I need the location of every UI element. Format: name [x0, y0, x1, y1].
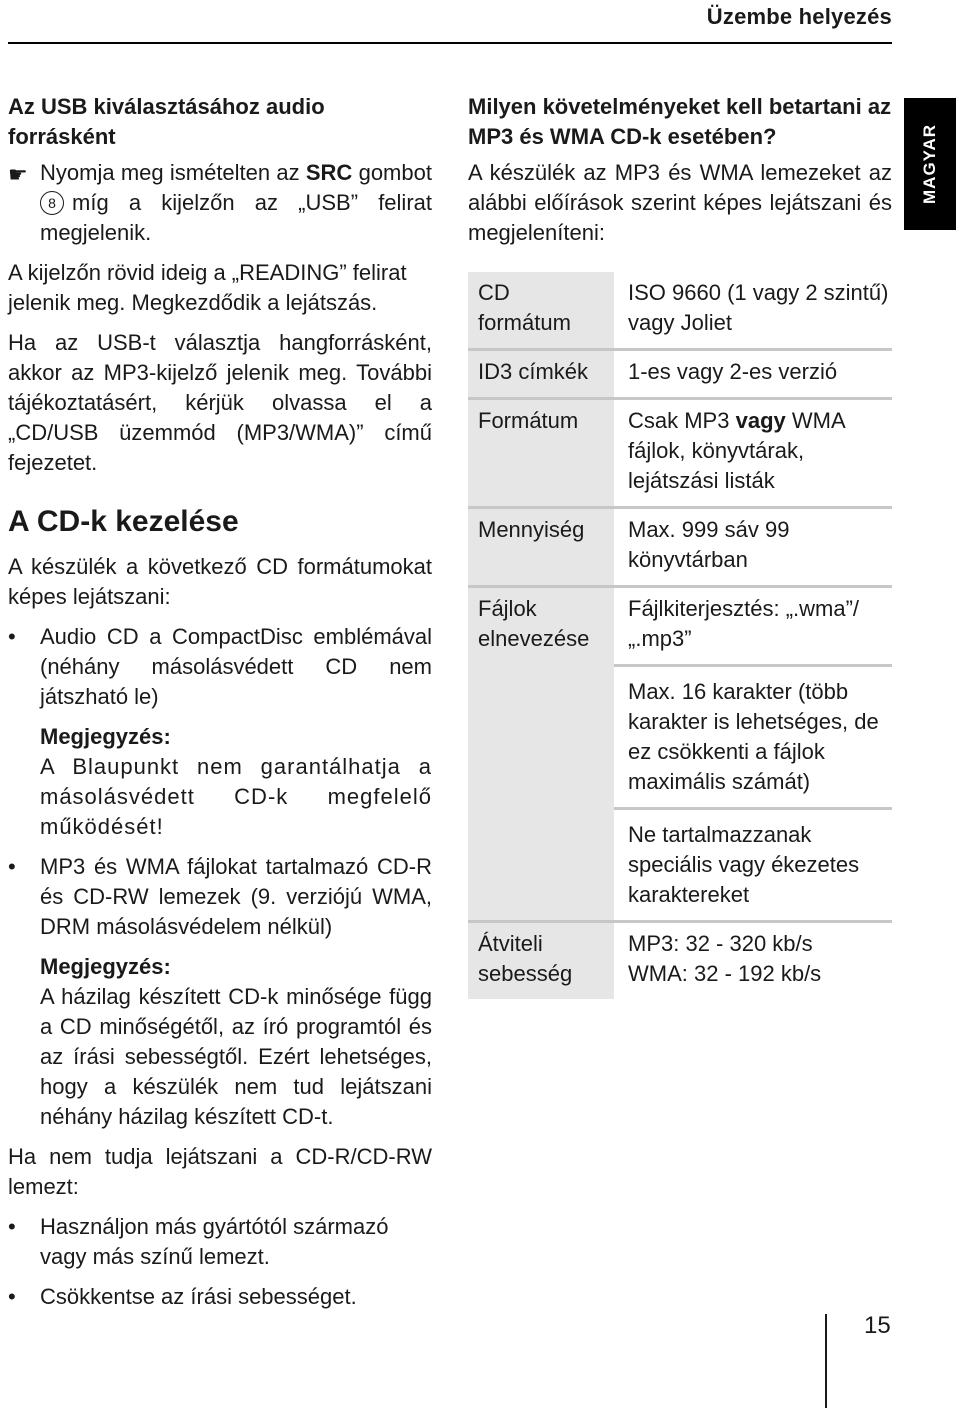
table-row [468, 272, 892, 351]
language-side-tab [904, 98, 956, 230]
usb-step-text-post: gombot [358, 160, 432, 185]
spec-value-id3: 1-es vagy 2-es verzió [628, 359, 838, 384]
format-value-post: WMA fájlok, könyvtárak, lejátszási listák [628, 408, 845, 493]
naming-no-special: Ne tartalmazzanak speciális vagy ékezetes karaktereket [628, 822, 860, 907]
format-value-bold: vagy [735, 408, 786, 433]
bullet-icon: • [8, 1214, 16, 1239]
language-tab-label: MAGYAR [920, 124, 939, 204]
left-column [8, 92, 432, 1312]
list-item [8, 852, 432, 1132]
naming-max-chars: Max. 16 karakter (több karakter is lehetséges, de ez csökkenti a fájlok maximális számát) [614, 677, 892, 810]
spec-label-cd-format: CD formátum [468, 272, 614, 348]
header-divider [8, 42, 892, 44]
usb-step-text-pre: Nyomja meg ismételten az [40, 160, 300, 185]
bitrate-wma: WMA: 32 - 192 kb/s [628, 961, 822, 986]
spec-value-bitrate [614, 923, 892, 999]
list-item [8, 622, 432, 842]
note-heading: Megjegyzés: [40, 954, 171, 979]
bullet-icon: • [8, 624, 16, 649]
usb-section-heading: Az USB kiválasztásához audio forrásként [8, 94, 325, 149]
usb-info-text: Ha az USB-t választja hangforrásként, akkor az MP3-kijelző jelenik meg. További tájékoztatásért, kérjük olvassa el a „CD/USB üzemmód (MP3/WMA)” című fejezetet. [8, 330, 432, 475]
spec-table [468, 272, 892, 999]
usb-instruction-step [8, 158, 432, 248]
spec-label-format: Formátum [468, 400, 614, 506]
naming-extension: Fájlkiterjesztés: „.wma”/„.mp3” [614, 594, 892, 667]
pointing-hand-icon: ☛ [8, 162, 28, 187]
requirements-intro: A készülék az MP3 és WMA lemezeket az alábbi előírások szerint képes lejátszani és megjeleníteni: [468, 160, 892, 245]
right-column [468, 92, 892, 999]
bullet-text-mp3-cd: MP3 és WMA fájlokat tartalmazó CD-R és CD-RW lemezek (9. verziójú WMA, DRM másolásvédelem nélkül) [40, 854, 432, 939]
bullet-icon: • [8, 854, 16, 879]
bitrate-mp3: MP3: 32 - 320 kb/s [628, 931, 813, 956]
page-number: 15 [864, 1312, 891, 1339]
note-text: A Blaupunkt nem garantálhatja a másolásvédett CD-k megfelelő működését! [40, 754, 432, 839]
table-row [468, 400, 892, 509]
spec-value-format [614, 400, 892, 506]
cd-handling-heading: A CD-k kezelése [8, 505, 239, 538]
src-button-label: SRC [305, 160, 353, 185]
spec-value-quantity: Max. 999 sáv 99 könyvtárban [628, 517, 790, 572]
spec-label-quantity: Mennyiség [468, 509, 614, 585]
bullet-text-audio-cd: Audio CD a CompactDisc emblémával (néhány másolásvédett CD nem játszható le) [40, 624, 432, 709]
bullet-icon: • [8, 1284, 16, 1309]
table-row [468, 588, 892, 923]
button-number-circle: 8 [40, 191, 64, 215]
footer-divider [825, 1314, 827, 1408]
table-row [468, 351, 892, 400]
spec-label-id3: ID3 címkék [468, 351, 614, 397]
usb-step-text-cont: míg a kijelzőn az „USB” felirat megjelenik. [40, 190, 432, 245]
table-row [468, 923, 892, 999]
list-item [8, 1282, 432, 1312]
bullet-text-other-disc: Használjon más gyártótól származó vagy más színű lemezt. [40, 1214, 389, 1269]
spec-label-bitrate: Átviteli sebesség [468, 923, 614, 999]
table-row [468, 509, 892, 588]
note-heading: Megjegyzés: [40, 724, 171, 749]
list-item [8, 1212, 432, 1272]
cdr-problem-text: Ha nem tudja lejátszani a CD-R/CD-RW lemezt: [8, 1144, 432, 1199]
bullet-text-write-speed: Csökkentse az írási sebességet. [40, 1284, 357, 1309]
spec-value-file-naming [614, 588, 892, 920]
spec-value-cd-format: ISO 9660 (1 vagy 2 szintű) vagy Joliet [628, 280, 889, 335]
note-text: A házilag készített CD-k minősége függ a CD minőségétől, az író programtól és az írási sebességtől. Ezért lehetséges, hogy a készülék nem tud lejátszani néhány házilag készített CD-t. [40, 984, 432, 1129]
page-header-title: Üzembe helyezés [706, 4, 892, 29]
format-value-pre: Csak MP3 [628, 408, 730, 433]
reading-info-text: A kijelzőn rövid ideig a „READING” felirat jelenik meg. Megkezdődik a lejátszás. [8, 260, 407, 315]
cd-intro-text: A készülék a következő CD formátumokat képes lejátszani: [8, 554, 432, 609]
requirements-heading: Milyen követelményeket kell betartani az MP3 és WMA CD-k esetében? [468, 94, 892, 149]
spec-label-file-naming: Fájlok elnevezése [468, 588, 614, 920]
